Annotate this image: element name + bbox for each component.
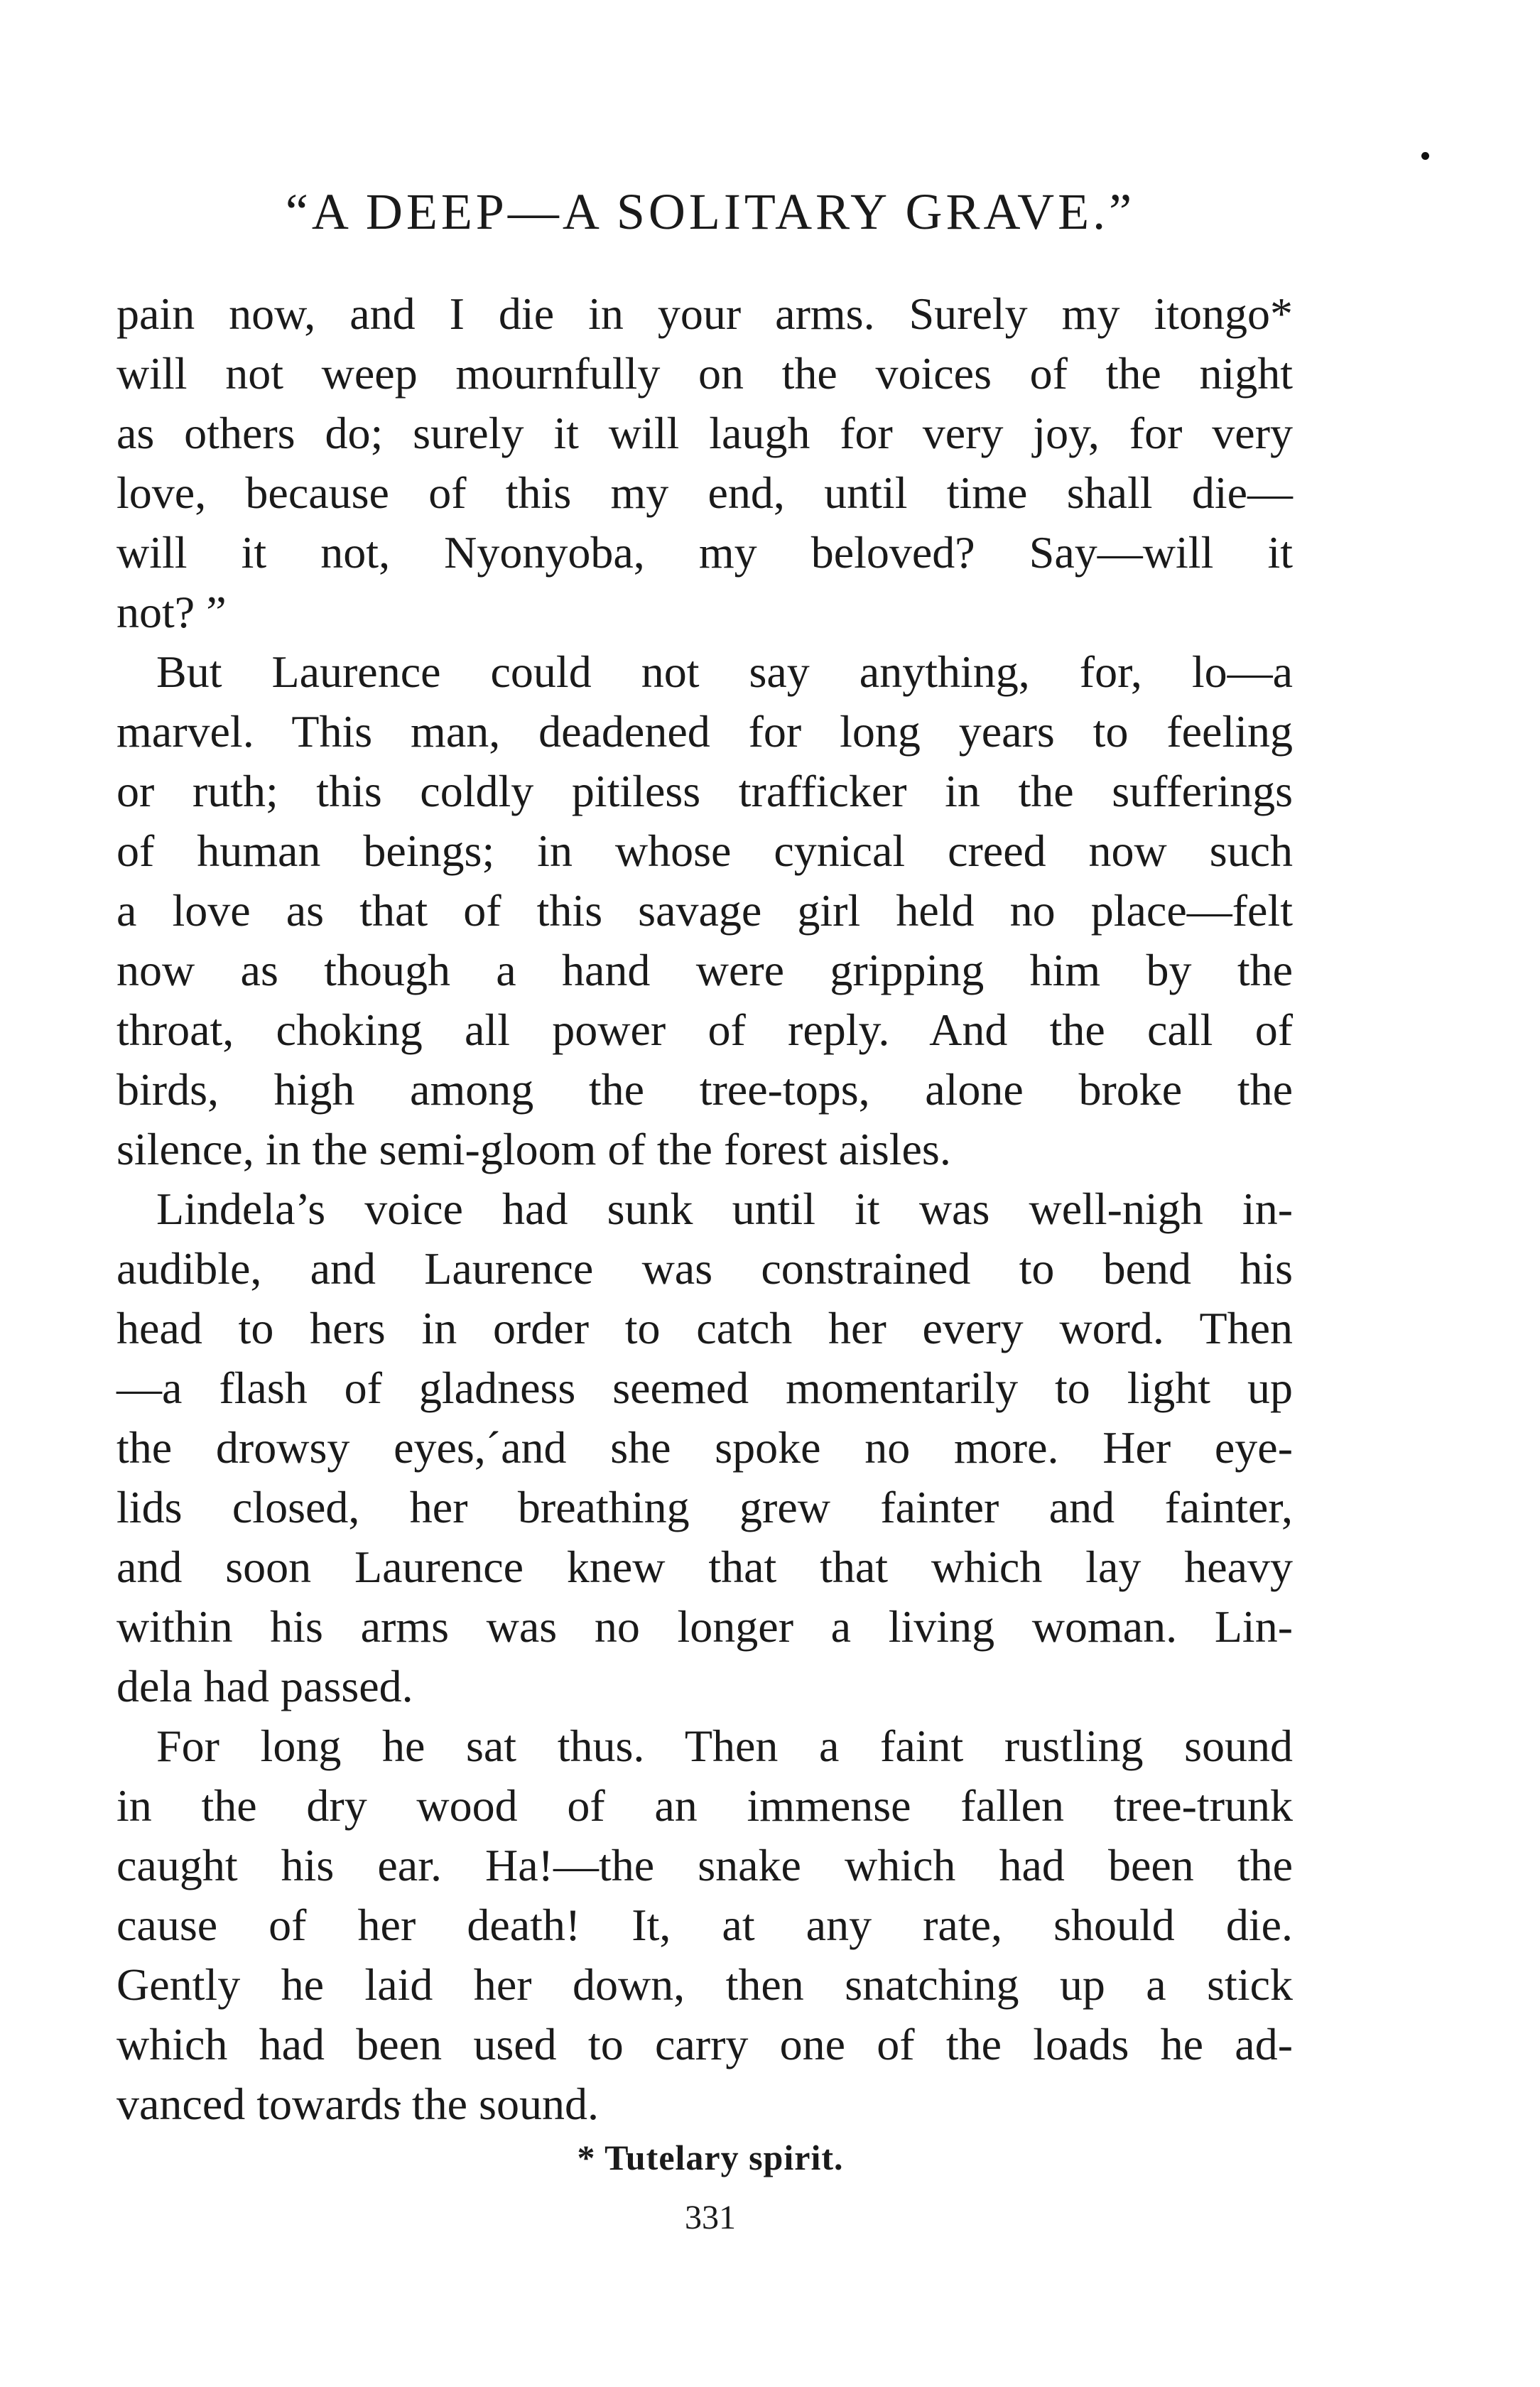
text-line: silence, in the semi-gloom of the forest aisles.: [116, 1124, 951, 1174]
text-line: the drowsy eyes,´and she spoke no more. Her eye-: [116, 1422, 1293, 1473]
text-line: which had been used to carry one of the loads he ad-: [116, 2019, 1293, 2069]
text-line: now as though a hand were gripping him by the: [116, 945, 1293, 995]
text-line: marvel. This man, deadened for long years to feeling: [116, 706, 1293, 757]
text-line: in the dry wood of an immense fallen tree-trunk: [116, 1780, 1293, 1831]
page-number: 331: [685, 2199, 736, 2236]
text-line: Gently he laid her down, then snatching up a stick: [116, 1959, 1293, 2010]
text-line: But Laurence could not say anything, for, lo—a: [156, 646, 1293, 697]
paragraph: [116, 1716, 1293, 2134]
text-line: birds, high among the tree-tops, alone broke the: [116, 1064, 1293, 1115]
text-line: will it not, Nyonyoba, my beloved? Say—will it: [116, 527, 1293, 578]
text-line: as others do; surely it will laugh for very joy, for very: [116, 408, 1293, 458]
text-line: or ruth; this coldly pitiless trafficker in the sufferings: [116, 766, 1293, 816]
text-line: head to hers in order to catch her every word. Then: [116, 1303, 1293, 1353]
text-line: lids closed, her breathing grew fainter and fainter,: [116, 1482, 1293, 1532]
text-line: Lindela’s voice had sunk until it was well-nigh in-: [156, 1184, 1293, 1234]
text-line: of human beings; in whose cynical creed now such: [116, 826, 1293, 876]
paragraph: [116, 642, 1293, 1179]
running-head: “A DEEP—A SOLITARY GRAVE.”: [285, 183, 1136, 240]
text-line: will not weep mournfully on the voices of the night: [116, 348, 1293, 399]
body-text: [116, 284, 1293, 2134]
paragraph: [116, 284, 1293, 642]
paragraph: [116, 1179, 1293, 1716]
ink-speck: [1421, 152, 1429, 160]
text-line: not? ”: [116, 587, 227, 637]
text-line: throat, choking all power of reply. And the call of: [116, 1005, 1293, 1055]
text-line: pain now, and I die in your arms. Surely my itongo*: [116, 288, 1293, 339]
text-line: love, because of this my end, until time shall die—: [116, 467, 1293, 518]
text-line: audible, and Laurence was constrained to bend his: [116, 1243, 1293, 1294]
text-line: dela had passed.: [116, 1661, 413, 1711]
text-line: —a flash of gladness seemed momentarily to light up: [116, 1363, 1293, 1413]
text-line: a love as that of this savage girl held no place—felt: [116, 885, 1293, 936]
text-line: For long he sat thus. Then a faint rustling sound: [156, 1721, 1293, 1771]
text-line: within his arms was no longer a living woman. Lin-: [116, 1601, 1293, 1652]
text-line: and soon Laurence knew that that which lay heavy: [116, 1542, 1293, 1592]
text-line: cause of her death! It, at any rate, should die.: [116, 1900, 1293, 1950]
text-line: caught his ear. Ha!—the snake which had been the: [116, 1840, 1293, 1890]
footnote: * Tutelary spirit.: [577, 2138, 844, 2177]
text-line: vanced towards the sound.: [116, 2079, 599, 2129]
